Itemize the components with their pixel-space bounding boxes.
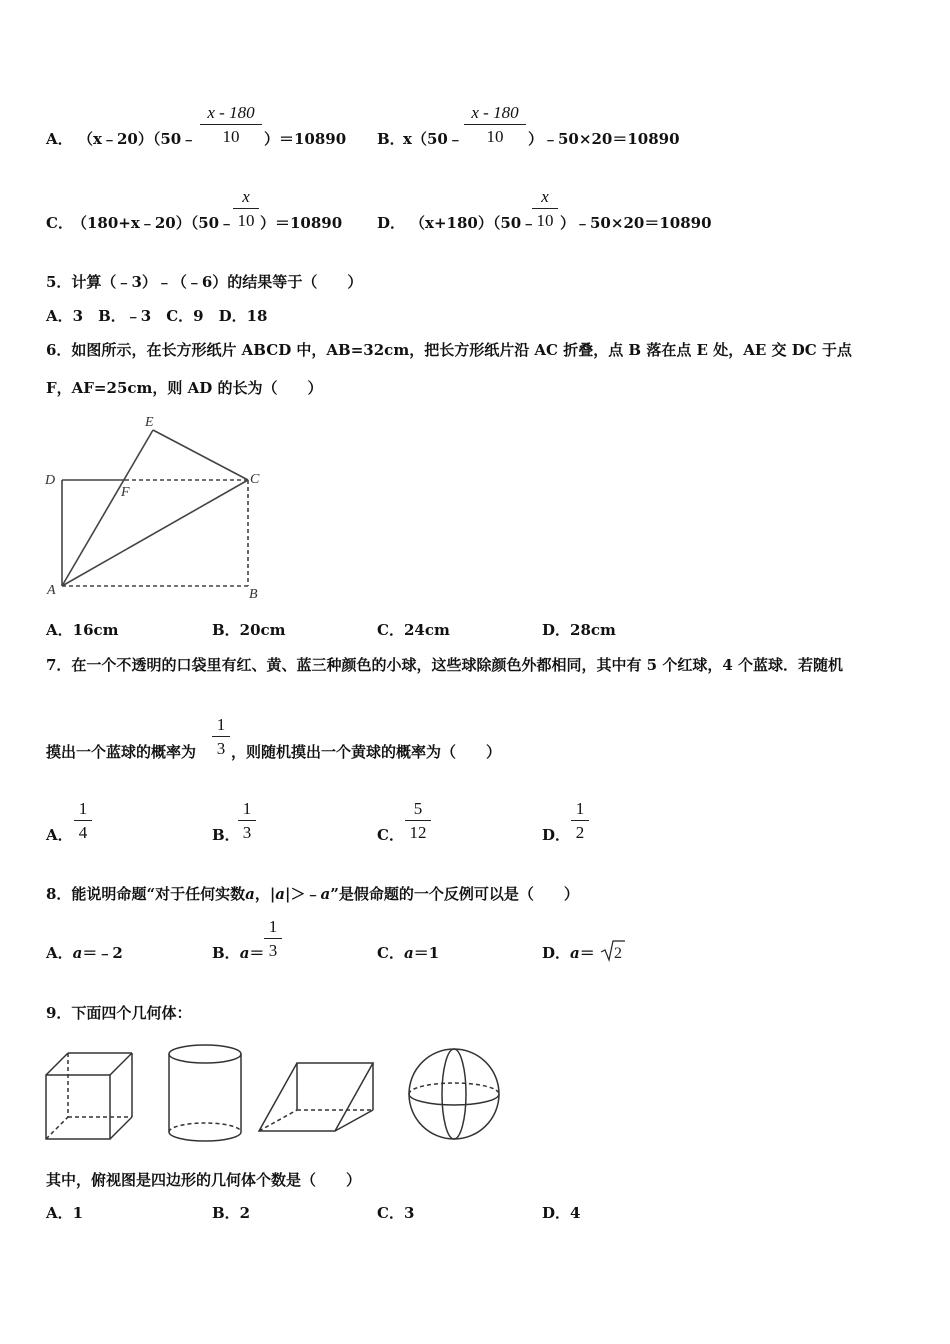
q4-a-label: A． [46, 130, 73, 148]
q9-option-c[interactable]: C．3 [377, 1204, 415, 1222]
q4-a-fraction: $\frac{x - 180}{10}$ [200, 104, 262, 145]
prism-icon [255, 1055, 380, 1137]
q9-question: 其中，俯视图是四边形的几何体个数是（ ） [46, 1171, 362, 1189]
label-b: B [249, 587, 258, 602]
label-f: F [121, 485, 130, 500]
q4-c-label: C． [46, 214, 73, 232]
q7-stem-line2-pre: 摸出一个蓝球的概率为 [46, 743, 197, 761]
q4-b-fraction: $\frac{x - 180}{10}$ [464, 104, 526, 145]
q7-c-fraction: $\frac{5}{12}$ [405, 800, 431, 841]
segment-ae [62, 430, 153, 586]
q6-stem-line2: F，AF=25cm，则 AD 的长为（ ） [46, 379, 323, 397]
q4-c-pre: （180+x﹣20）（50﹣ [72, 214, 235, 232]
q4-a-post: ）＝10890 [264, 130, 347, 148]
q5-options[interactable]: A．3 B．﹣3 C．9 D．18 [46, 307, 268, 325]
q8-stem: 8．能说明命题“对于任何实数a，|a|＞﹣a”是假命题的一个反例可以是（ ） [46, 885, 579, 903]
label-c: C [250, 472, 260, 487]
cube-icon [40, 1045, 140, 1145]
q4-d-label: D． [377, 214, 406, 232]
q7-b-fraction: $\frac{1}{3}$ [238, 800, 256, 841]
q7-d-fraction: $\frac{1}{2}$ [571, 800, 589, 841]
q8-option-a[interactable]: A．a＝﹣2 [46, 944, 123, 962]
q6-rectangle-fold-figure [40, 408, 270, 608]
sqrt-icon [600, 938, 626, 962]
cylinder-icon [162, 1042, 248, 1146]
q4-c-post: ）＝10890 [260, 214, 343, 232]
label-e: E [145, 415, 154, 430]
q4-b-pre: x（50﹣ [403, 130, 463, 148]
q9-option-b[interactable]: B．2 [212, 1204, 251, 1222]
label-d: D [45, 473, 56, 488]
q4-c-fraction: $\frac{x}{10}$ [233, 188, 259, 229]
q8-option-c[interactable]: C．a＝1 [377, 944, 440, 962]
label-a: A [47, 583, 56, 598]
q5-stem: 5．计算（﹣3）﹣（﹣6）的结果等于（ ） [46, 273, 363, 291]
q4-d-post: ）﹣50×20＝10890 [560, 214, 712, 232]
q6-option-d[interactable]: D．28cm [542, 621, 616, 639]
segment-ac [62, 480, 248, 586]
q4-a-pre: （x﹣20）（50﹣ [78, 130, 197, 148]
q4-b-post: ）﹣50×20＝10890 [528, 130, 680, 148]
q9-option-a[interactable]: A．1 [46, 1204, 84, 1222]
q6-option-b[interactable]: B．20cm [212, 621, 286, 639]
q8-b-text: B．a＝ [212, 944, 265, 962]
sphere-icon [404, 1043, 504, 1145]
q6-option-c[interactable]: C．24cm [377, 621, 450, 639]
q8-b-fraction: $\frac{1}{3}$ [264, 918, 282, 959]
q8-d-text: D．a＝ [542, 944, 595, 962]
q4-b-label: B． [377, 130, 405, 148]
q7-a-fraction: $\frac{1}{4}$ [74, 800, 92, 841]
q7-b-label: B． [212, 826, 240, 844]
q4-d-fraction: $\frac{x}{10}$ [532, 188, 558, 229]
q7-d-label: D． [542, 826, 571, 844]
q7-stem-line2-post: ，则随机摸出一个黄球的概率为（ ） [231, 743, 502, 761]
q9-option-d[interactable]: D．4 [542, 1204, 581, 1222]
q7-a-label: A． [46, 826, 73, 844]
q7-c-label: C． [377, 826, 404, 844]
q4-d-pre: （x+180）（50﹣ [410, 214, 537, 232]
q6-stem-line1: 6．如图所示，在长方形纸片 ABCD 中，AB=32cm，把长方形纸片沿 AC 折叠，点 B 落在点 E 处，AE 交 DC 于点 [46, 341, 852, 359]
segment-ec [153, 430, 248, 480]
q6-option-a[interactable]: A．16cm [46, 621, 119, 639]
q8-d-radicand: 2 [614, 945, 622, 962]
q7-stem-line1: 7．在一个不透明的口袋里有红、黄、蓝三种颜色的小球，这些球除颜色外都相同，其中有 5 个红球，4 个蓝球．若随机 [46, 656, 843, 674]
q9-stem: 9．下面四个几何体： [46, 1004, 192, 1022]
q7-stem-fraction: $\frac{1}{3}$ [212, 716, 230, 757]
